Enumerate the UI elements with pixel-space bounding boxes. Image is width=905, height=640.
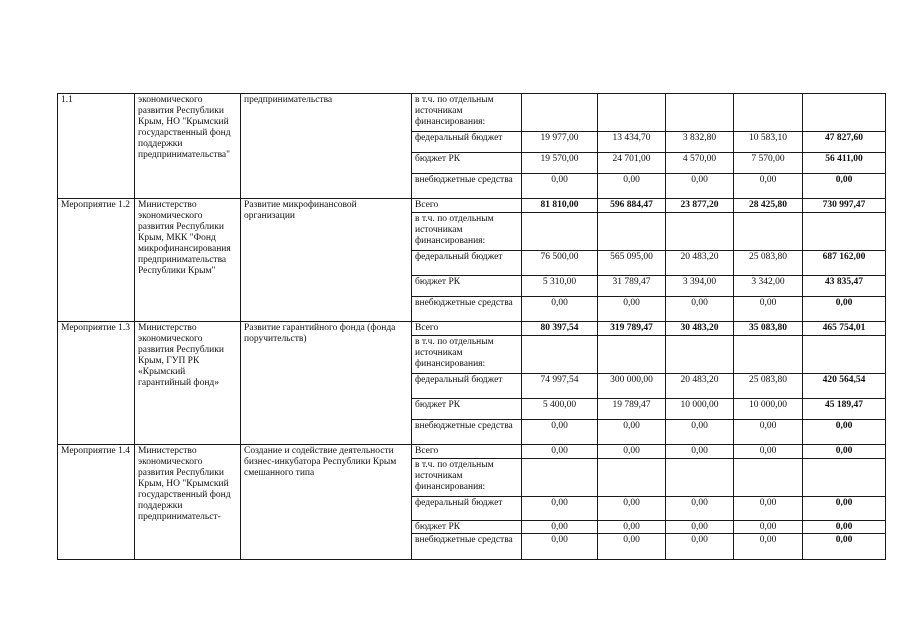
year-value-cell: 0,00 — [598, 497, 666, 521]
total-value-cell: 43 835,47 — [803, 276, 886, 297]
funding-source-cell: внебюджетные средства — [412, 174, 522, 199]
financing-table — [57, 93, 886, 560]
year-value-cell: 0,00 — [522, 174, 598, 199]
year-value-cell — [598, 94, 666, 132]
total-value-cell: 465 754,01 — [803, 322, 886, 336]
funding-source-cell: Всего — [412, 445, 522, 459]
event-number-cell: Мероприятие 1.2 — [58, 199, 135, 322]
total-value-cell: 420 564,54 — [803, 374, 886, 399]
year-value-cell: 0,00 — [734, 174, 803, 199]
year-value-cell: 35 083,80 — [734, 322, 803, 336]
year-value-cell: 80 397,54 — [522, 322, 598, 336]
table-row — [58, 322, 886, 336]
funding-source-cell: Всего — [412, 322, 522, 336]
event-name-cell: Развитие гарантийного фонда (фонда поручительств) — [241, 322, 412, 445]
total-value-cell — [803, 213, 886, 251]
year-value-cell — [666, 94, 734, 132]
total-value-cell: 0,00 — [803, 497, 886, 521]
year-value-cell: 3 342,00 — [734, 276, 803, 297]
year-value-cell: 23 877,20 — [666, 199, 734, 213]
funding-source-cell: внебюджетные средства — [412, 297, 522, 322]
total-value-cell: 0,00 — [803, 445, 886, 459]
year-value-cell: 0,00 — [666, 174, 734, 199]
event-name-cell: Создание и содействие деятельности бизнес-инкубатора Республики Крым смешанного типа — [241, 445, 412, 560]
year-value-cell — [598, 336, 666, 374]
total-value-cell: 730 997,47 — [803, 199, 886, 213]
year-value-cell: 0,00 — [666, 521, 734, 534]
year-value-cell: 0,00 — [734, 521, 803, 534]
event-name-cell: Развитие микрофинансовой организации — [241, 199, 412, 322]
year-value-cell: 0,00 — [666, 420, 734, 445]
year-value-cell: 0,00 — [598, 534, 666, 560]
funding-source-cell: Всего — [412, 199, 522, 213]
year-value-cell: 0,00 — [666, 534, 734, 560]
document-page — [57, 93, 886, 560]
year-value-cell: 4 570,00 — [666, 153, 734, 174]
total-value-cell: 47 827,60 — [803, 132, 886, 153]
year-value-cell: 0,00 — [666, 497, 734, 521]
responsible-org-cell: экономического развития Республики Крым, НО "Крымский государственный фонд поддержки предпринимательства" — [135, 94, 241, 199]
year-value-cell: 0,00 — [734, 420, 803, 445]
year-value-cell — [666, 336, 734, 374]
total-value-cell — [803, 336, 886, 374]
year-value-cell: 565 095,00 — [598, 251, 666, 276]
year-value-cell — [734, 94, 803, 132]
year-value-cell: 3 394,00 — [666, 276, 734, 297]
year-value-cell: 0,00 — [522, 420, 598, 445]
funding-source-cell: федеральный бюджет — [412, 132, 522, 153]
table-row — [58, 199, 886, 213]
funding-source-cell: в т.ч. по отдельным источникам финансирования: — [412, 213, 522, 251]
total-value-cell — [803, 94, 886, 132]
year-value-cell: 0,00 — [734, 497, 803, 521]
event-number-cell: Мероприятие 1.3 — [58, 322, 135, 445]
year-value-cell: 0,00 — [522, 497, 598, 521]
year-value-cell — [666, 213, 734, 251]
year-value-cell — [598, 213, 666, 251]
year-value-cell: 7 570,00 — [734, 153, 803, 174]
year-value-cell: 0,00 — [598, 297, 666, 322]
responsible-org-cell: Министерство экономического развития Республики Крым, ГУП РК «Крымский гарантийный фонд» — [135, 322, 241, 445]
year-value-cell: 0,00 — [666, 445, 734, 459]
responsible-org-cell: Министерство экономического развития Республики Крым, НО "Крымский государственный фонд поддержки предпринимательст- — [135, 445, 241, 560]
year-value-cell — [598, 459, 666, 497]
year-value-cell: 13 434,70 — [598, 132, 666, 153]
year-value-cell: 319 789,47 — [598, 322, 666, 336]
year-value-cell: 0,00 — [734, 445, 803, 459]
funding-source-cell: бюджет РК — [412, 153, 522, 174]
year-value-cell: 596 884,47 — [598, 199, 666, 213]
funding-source-cell: в т.ч. по отдельным источникам финансирования: — [412, 336, 522, 374]
total-value-cell: 0,00 — [803, 174, 886, 199]
funding-source-cell: федеральный бюджет — [412, 251, 522, 276]
year-value-cell: 74 997,54 — [522, 374, 598, 399]
total-value-cell: 0,00 — [803, 521, 886, 534]
total-value-cell: 0,00 — [803, 420, 886, 445]
table-row — [58, 445, 886, 459]
year-value-cell: 31 789,47 — [598, 276, 666, 297]
year-value-cell — [734, 459, 803, 497]
year-value-cell: 0,00 — [598, 174, 666, 199]
total-value-cell — [803, 459, 886, 497]
year-value-cell: 30 483,20 — [666, 322, 734, 336]
year-value-cell — [734, 336, 803, 374]
financing-table-body — [58, 94, 886, 560]
year-value-cell: 19 789,47 — [598, 399, 666, 420]
year-value-cell — [522, 336, 598, 374]
year-value-cell: 20 483,20 — [666, 374, 734, 399]
year-value-cell: 19 570,00 — [522, 153, 598, 174]
event-number-cell: 1.1 — [58, 94, 135, 199]
total-value-cell: 56 411,00 — [803, 153, 886, 174]
total-value-cell: 0,00 — [803, 297, 886, 322]
year-value-cell: 0,00 — [734, 297, 803, 322]
funding-source-cell: бюджет РК — [412, 521, 522, 534]
year-value-cell: 28 425,80 — [734, 199, 803, 213]
funding-source-cell: внебюджетные средства — [412, 534, 522, 560]
year-value-cell — [522, 459, 598, 497]
total-value-cell: 687 162,00 — [803, 251, 886, 276]
table-row — [58, 94, 886, 132]
funding-source-cell: федеральный бюджет — [412, 374, 522, 399]
year-value-cell: 10 000,00 — [666, 399, 734, 420]
year-value-cell: 3 832,80 — [666, 132, 734, 153]
year-value-cell: 25 083,80 — [734, 251, 803, 276]
year-value-cell: 0,00 — [598, 420, 666, 445]
year-value-cell — [666, 459, 734, 497]
year-value-cell: 10 583,10 — [734, 132, 803, 153]
year-value-cell: 20 483,20 — [666, 251, 734, 276]
event-name-cell: предпринимательства — [241, 94, 412, 199]
year-value-cell — [522, 213, 598, 251]
total-value-cell: 45 189,47 — [803, 399, 886, 420]
year-value-cell: 0,00 — [522, 534, 598, 560]
year-value-cell: 0,00 — [666, 297, 734, 322]
funding-source-cell: бюджет РК — [412, 399, 522, 420]
year-value-cell: 5 400,00 — [522, 399, 598, 420]
year-value-cell: 0,00 — [522, 521, 598, 534]
funding-source-cell: федеральный бюджет — [412, 497, 522, 521]
year-value-cell: 81 810,00 — [522, 199, 598, 213]
funding-source-cell: бюджет РК — [412, 276, 522, 297]
year-value-cell — [522, 94, 598, 132]
funding-source-cell: внебюджетные средства — [412, 420, 522, 445]
year-value-cell: 5 310,00 — [522, 276, 598, 297]
year-value-cell: 25 083,80 — [734, 374, 803, 399]
event-number-cell: Мероприятие 1.4 — [58, 445, 135, 560]
year-value-cell: 0,00 — [734, 534, 803, 560]
responsible-org-cell: Министерство экономического развития Республики Крым, МКК "Фонд микрофинансирования предпринимательства Республики Крым" — [135, 199, 241, 322]
funding-source-cell: в т.ч. по отдельным источникам финансирования: — [412, 459, 522, 497]
year-value-cell: 0,00 — [598, 521, 666, 534]
total-value-cell: 0,00 — [803, 534, 886, 560]
year-value-cell: 19 977,00 — [522, 132, 598, 153]
year-value-cell: 10 000,00 — [734, 399, 803, 420]
year-value-cell: 76 500,00 — [522, 251, 598, 276]
year-value-cell — [734, 213, 803, 251]
year-value-cell: 0,00 — [522, 297, 598, 322]
funding-source-cell: в т.ч. по отдельным источникам финансирования: — [412, 94, 522, 132]
year-value-cell: 0,00 — [598, 445, 666, 459]
year-value-cell: 24 701,00 — [598, 153, 666, 174]
year-value-cell: 0,00 — [522, 445, 598, 459]
year-value-cell: 300 000,00 — [598, 374, 666, 399]
